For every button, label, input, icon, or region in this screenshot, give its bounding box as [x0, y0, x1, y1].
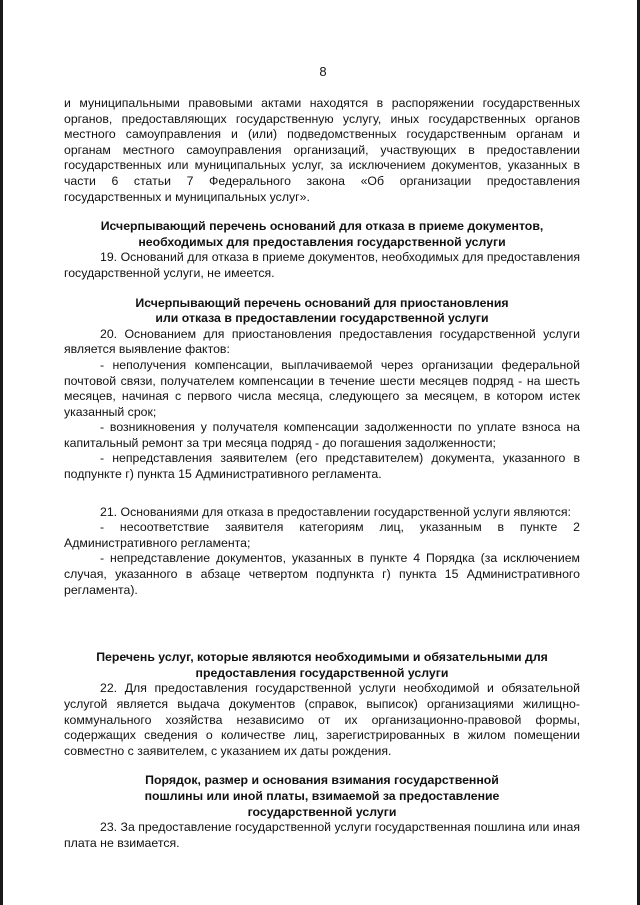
intro-paragraph: и муниципальными правовыми актами находятся в распоряжении государственных органов, предоставляющих государственную услугу, иных государственных органов местного самоуправления и (или) подведомственных государственным органам и органам местного самоуправления организаций, участвующих в предоставлении государственных или муниципальных услуг, за исключением документов, указанных в части 6 статьи 7 Федерального закона «Об организации предоставления государственных и муниципальных услуг».	[64, 96, 580, 204]
list-item: - возникновения у получателя компенсации задолженности по уплате взноса на капитальный ремонт за три месяца подряд - до погашения задолженности;	[64, 420, 580, 450]
heading-line: необходимых для предоставления государственной услуги	[138, 234, 506, 249]
section-heading-fee	[64, 773, 580, 820]
heading-line: предоставления государственной услуги	[195, 665, 449, 680]
paragraph-19: 19. Оснований для отказа в приеме документов, необходимых для предоставления государственной услуги, не имеется.	[64, 250, 580, 280]
paragraph-22: 22. Для предоставления государственной услуги необходимой и обязательной услугой является выдача документов (справок, выписок) организациями жилищно-коммунального хозяйства независимо от их организационно-правовой формы, содержащих сведения о количестве лиц, зарегистрированных в жилом помещении совместно с заявителем, с указанием их даты рождения.	[64, 681, 580, 758]
paragraph-23: 23. За предоставление государственной услуги государственная пошлина или иная плата не взимается.	[64, 820, 580, 850]
heading-line: пошлины или иной платы, взимаемой за предоставление	[144, 788, 500, 803]
list-item: - неполучения компенсации, выплачиваемой через организации федеральной почтовой связи, получателем компенсации в течение шести месяцев подряд - на шесть месяцев, начиная с первого числа месяца, следующего за месяцем, в котором истек указанный срок;	[64, 357, 580, 419]
heading-line: Исчерпывающий перечень оснований для отказа в приеме документов,	[100, 219, 544, 234]
heading-line: Перечень услуг, которые являются необходимыми и обязательными для	[96, 650, 548, 665]
page-number: 8	[319, 64, 327, 79]
section-heading-refusal-acceptance	[64, 219, 580, 250]
document-body	[64, 96, 580, 851]
heading-line: государственной услуги	[247, 804, 397, 819]
list-item: - непредставление документов, указанных в пункте 4 Порядка (за исключением случая, указанного в абзаце четвертом подпункта г) пункта 15 Административного регламента).	[64, 551, 580, 597]
heading-line: или отказа в предоставлении государственной услуги	[155, 311, 489, 326]
paragraph-20: 20. Основанием для приостановления предоставления государственной услуги является выявление фактов:	[64, 326, 580, 357]
list-item: - несоответствие заявителя категориям лиц, указанным в пункте 2 Административного регламента;	[64, 520, 580, 550]
heading-line: Порядок, размер и основания взимания государственной	[145, 773, 499, 788]
section-heading-necessary-services	[64, 650, 580, 681]
paragraph-21: 21. Основаниями для отказа в предоставлении государственной услуги являются:	[100, 504, 571, 519]
heading-line: Исчерпывающий перечень оснований для приостановления	[135, 295, 509, 310]
list-item: - непредставления заявителем (его представителем) документа, указанного в подпункте г) пункта 15 Административного регламента.	[64, 451, 580, 482]
section-heading-suspension	[64, 296, 580, 327]
